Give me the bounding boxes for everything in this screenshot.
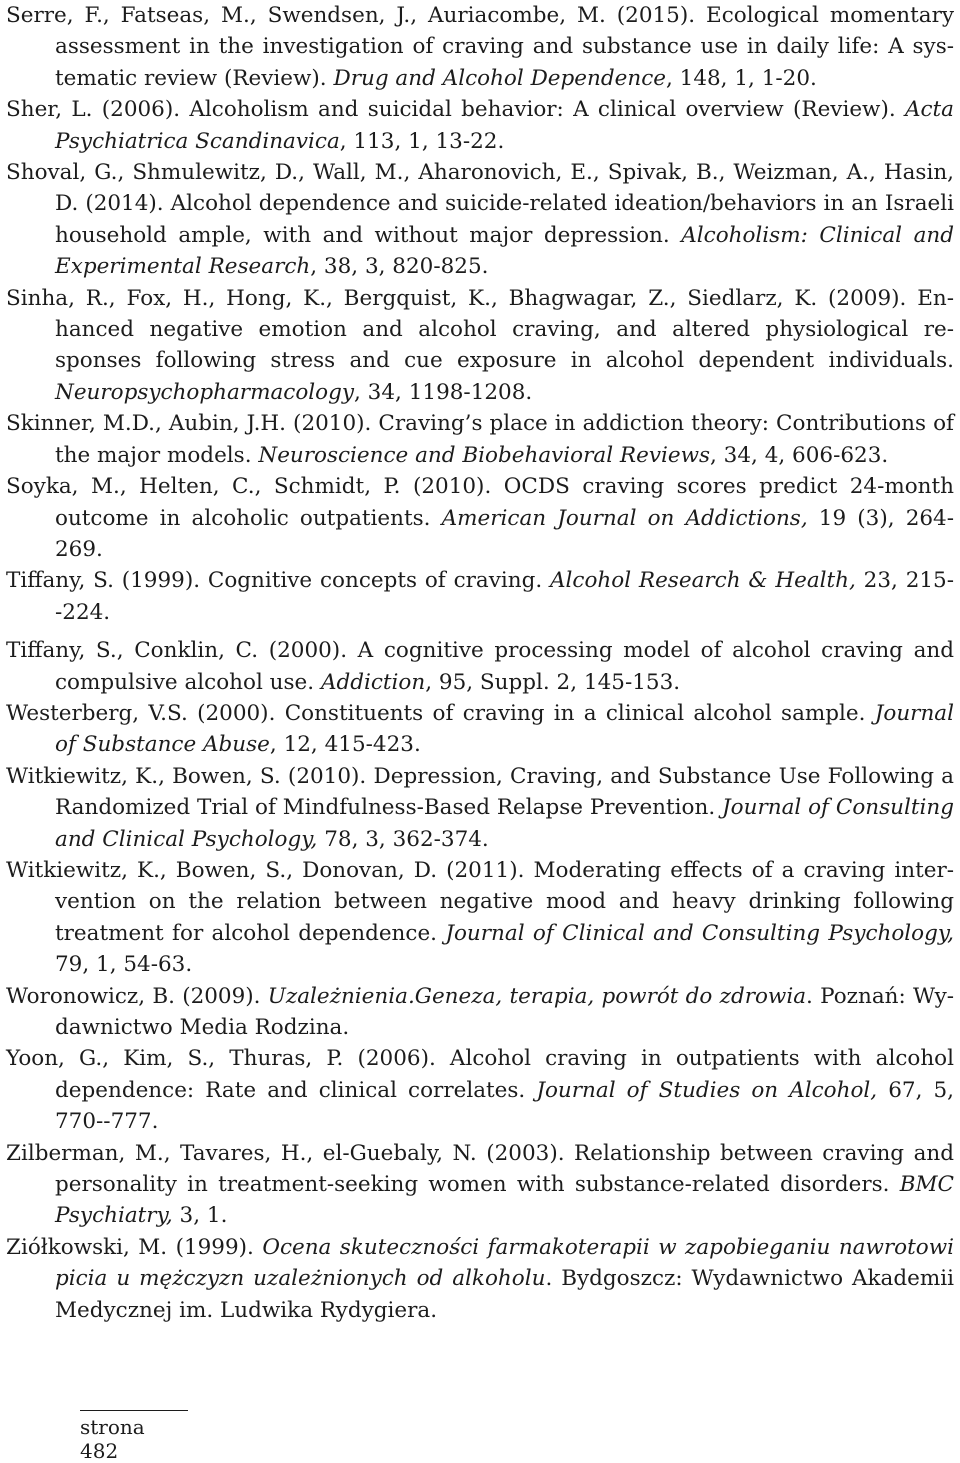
reference-details: 19 (3), 264-269. xyxy=(55,505,954,562)
reference-details: , 95, Suppl. 2, 145-153. xyxy=(425,669,681,695)
reference-entry xyxy=(6,408,954,471)
reference-text: Yoon, G., Kim, S., Thuras, P. (2006). Alcohol craving in outpatients with alcohol dependence: Rate and clinical correlates. xyxy=(6,1046,954,1103)
reference-text: Skinner, M.D., Aubin, J.H. (2010). Craving’s place in addiction theory: Contributions of the major models. xyxy=(6,411,954,468)
reference-details: . Poznań: Wydawnictwo Media Rodzina. xyxy=(55,983,955,1040)
journal-title: Drug and Alcohol Dependence xyxy=(333,65,666,91)
reference-text: Serre, F., Fatseas, M., Swendsen, J., Auriacombe, M. (2015). Ecological momentary assessment in the investigation of craving and substance use in daily life: A systematic review (Review). xyxy=(6,3,954,91)
journal-title: American Journal on Addictions, xyxy=(441,505,808,531)
reference-text: Westerberg, V.S. (2000). Constituents of craving in a clinical alcohol sample. xyxy=(6,700,875,726)
reference-entry xyxy=(6,283,954,409)
reference-entry xyxy=(6,0,954,94)
reference-list xyxy=(6,0,954,1326)
reference-entry xyxy=(6,1232,954,1326)
reference-text: Shoval, G., Shmulewitz, D., Wall, M., Aharonovich, E., Spivak, B., Weizman, A., Hasin, D. (2014). Alcohol dependence and suicide-related ideation/behaviors in an Israeli household ample, with and without major depression. xyxy=(6,160,954,248)
journal-title: Alcohol Research & Health, xyxy=(550,568,856,594)
reference-details: , 34, 4, 606-623. xyxy=(710,442,889,468)
reference-entry xyxy=(6,94,954,157)
page-number: strona 482 xyxy=(80,1415,145,1463)
reference-text: Witkiewitz, K., Bowen, S., Donovan, D. (2011). Moderating effects of a craving intervention on the relation between negative mood and heavy drinking following treatment for alcohol dependence. xyxy=(6,857,954,946)
reference-details: 78, 3, 362-374. xyxy=(317,826,489,852)
journal-title: Neuropsychopharmacology xyxy=(55,379,355,405)
reference-entry xyxy=(6,698,954,761)
journal-title: Journal of Clinical and Consulting Psychology, xyxy=(445,920,955,946)
reference-text: Soyka, M., Helten, C., Schmidt, P. (2010). OCDS craving scores predict 24-month outcome in alcoholic outpatients. xyxy=(6,474,954,531)
reference-details: 23, 215--224. xyxy=(55,568,954,625)
reference-entry xyxy=(6,761,954,855)
journal-title: Acta Psychiatrica Scandinavica xyxy=(55,97,954,154)
reference-details: 3, 1. xyxy=(172,1203,228,1229)
reference-details: , 34, 1198-1208. xyxy=(354,379,533,405)
reference-details: . Bydgoszcz: Wydawnictwo Akademii Medycznej im. Ludwika Rydygiera. xyxy=(55,1266,954,1323)
reference-text: Tiffany, S. (1999). Cognitive concepts of craving. xyxy=(6,568,551,594)
reference-details: , 12, 415-423. xyxy=(269,732,421,758)
reference-text: Woronowicz, B. (2009). xyxy=(6,983,268,1009)
journal-title: Journal of Studies on Alcohol, xyxy=(536,1077,878,1103)
reference-entry xyxy=(6,981,954,1044)
reference-entry xyxy=(6,1043,954,1137)
reference-text: Ziółkowski, M. (1999). xyxy=(6,1234,263,1260)
reference-entry xyxy=(6,471,954,565)
reference-details: 67, 5, 770--777. xyxy=(55,1077,955,1135)
reference-entry xyxy=(6,1138,954,1232)
reference-text: Tiffany, S., Conklin, C. (2000). A cognitive processing model of alcohol craving and compulsive alcohol use. xyxy=(6,638,954,695)
reference-entry xyxy=(6,565,954,628)
journal-title: BMC Psychiatry, xyxy=(55,1172,954,1229)
reference-details: , 148, 1, 1-20. xyxy=(665,65,817,91)
book-title: Uzależnienia.Geneza, terapia, powrót do zdrowia xyxy=(267,983,807,1009)
reference-details: , 38, 3, 820-825. xyxy=(310,254,489,280)
reference-text: Sinha, R., Fox, H., Hong, K., Bergquist, K., Bhagwagar, Z., Siedlarz, K. (2009). Enhanced negative emotion and alcohol craving, and altered physiological responses following stress and cue exposure in alcohol dependent individuals. xyxy=(6,285,954,374)
reference-entry xyxy=(6,855,954,981)
reference-details: 79, 1, 54-63. xyxy=(55,952,193,978)
journal-title: Neuroscience and Biobehavioral Reviews xyxy=(258,442,711,468)
reference-entry xyxy=(6,635,954,698)
book-title: Ocena skuteczności farmakoterapii w zapobieganiu nawrotowi picia u mężczyzn uzależnionych od alkoholu xyxy=(55,1234,954,1292)
reference-entry xyxy=(6,157,954,283)
journal-title: Journal of Consulting and Clinical Psychology, xyxy=(55,795,954,852)
reference-text: Sher, L. (2006). Alcoholism and suicidal behavior: A clinical overview (Review). xyxy=(6,97,905,123)
journal-title: Alcoholism: Clinical and Experimental Research xyxy=(55,222,954,280)
reference-text: Zilberman, M., Tavares, H., el-Guebaly, N. (2003). Relationship between craving and personality in treatment-seeking women with substance-related disorders. xyxy=(6,1140,954,1198)
reference-text: Witkiewitz, K., Bowen, S. (2010). Depression, Craving, and Substance Use Following a Randomized Trial of Mindfulness-Based Relapse Prevention. xyxy=(6,763,954,821)
journal-title: Journal of Substance Abuse xyxy=(55,700,954,758)
journal-title: Addiction xyxy=(320,669,426,695)
page-number-footer xyxy=(80,1410,188,1463)
reference-details: , 113, 1, 13-22. xyxy=(339,128,505,154)
entry-gap xyxy=(6,628,954,635)
